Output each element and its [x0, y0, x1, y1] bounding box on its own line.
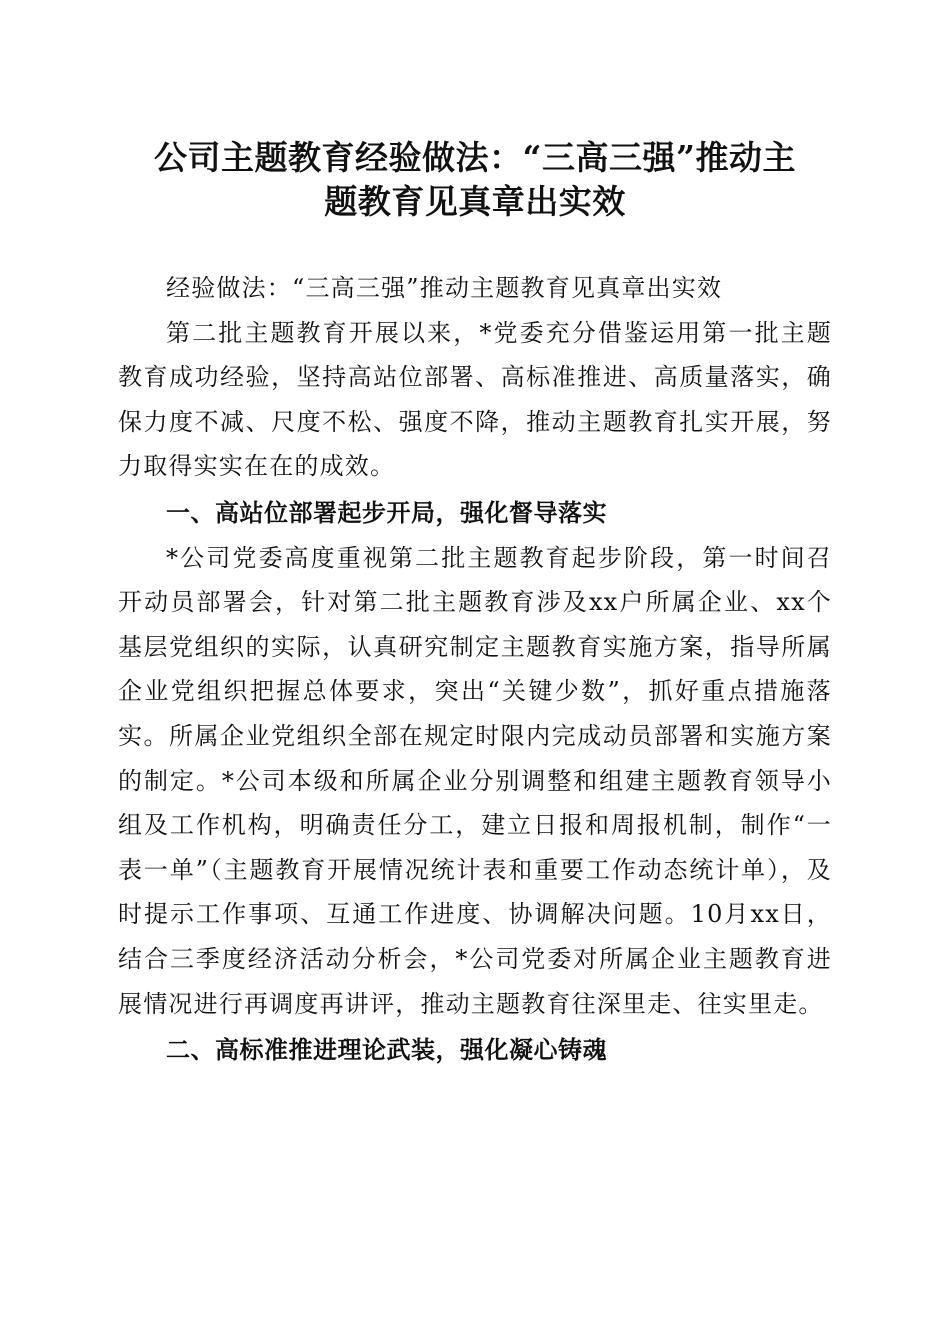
- title-line-1: 公司主题教育经验做法：“三高三强”推动主: [154, 138, 796, 177]
- section-1-paragraph: *公司党委高度重视第二批主题教育起步阶段，第一时间召开动员部署会，针对第二批主题教育涉及xx户所属企业、xx个基层党组织的实际，认真研究制定主题教育实施方案，指导所属企业党组织把握总体要求，突出“关键少数”，抓好重点措施落实。所属企业党组织全部在规定时限内完成动员部署和实施方案的制定。*公司本级和所属企业分别调整和组建主题教育领导小组及工作机构，明确责任分工，建立日报和周报机制，制作“一表一单”（主题教育开展情况统计表和重要工作动态统计单），及时提示工作事项、互通工作进度、协调解决问题。10月xx日，结合三季度经济活动分析会，*公司党委对所属企业主题教育进展情况进行再调度再讲评，推动主题教育往深里走、往实里走。: [118, 543, 832, 1018]
- document-title: [118, 136, 832, 224]
- title-line-2: 题教育见真章出实效: [324, 182, 626, 221]
- subtitle-paragraph: 经验做法：“三高三强”推动主题教育见真章出实效: [166, 274, 723, 302]
- section-2-heading: 二、高标准推进理论武装，强化凝心铸魂: [166, 1036, 607, 1065]
- section-1-heading: 一、高站位部署起步开局，强化督导落实: [166, 498, 607, 527]
- document-body: [118, 266, 832, 1073]
- intro-paragraph: 第二批主题教育开展以来，*党委充分借鉴运用第一批主题教育成功经验，坚持高站位部署、高标准推进、高质量落实，确保力度不减、尺度不松、强度不降，推动主题教育扎实开展，努力取得实实在在的成效。: [118, 318, 832, 481]
